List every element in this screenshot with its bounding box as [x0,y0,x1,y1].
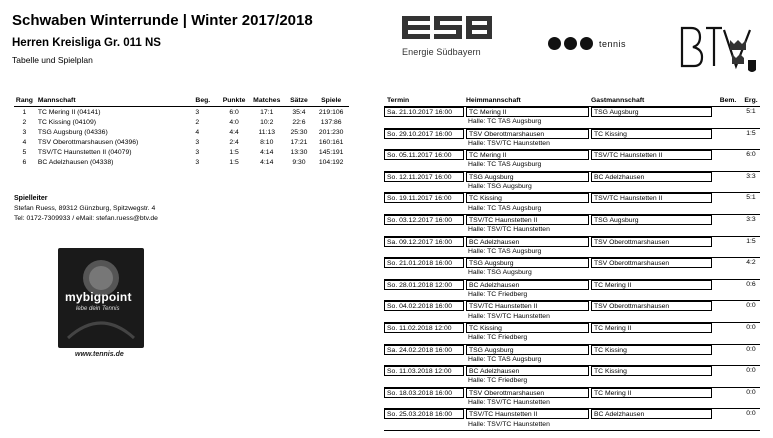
match-result: 0:6 [746,280,756,288]
btv-logo-icon [678,20,758,76]
match-date: So. 11.02.2018 12:00 [384,323,464,333]
matches-cell: 4:14 [260,159,274,166]
match-row [384,237,760,259]
match-hall: Halle: TC Friedberg [468,291,528,299]
match-result: 4:2 [746,259,756,267]
table-row [14,148,349,158]
spielleiter-address: Stefan Ruess, 89312 Günzburg, Spitzwegstr. 4 [14,205,156,212]
punkte-cell: 4:0 [229,119,239,126]
guest-team: TSV/TC Haunstetten II [591,150,712,160]
punkte-cell: 2:4 [229,139,239,146]
spiele-cell: 137:86 [320,119,342,126]
guest-team: TSV Oberottmarshausen [591,301,712,311]
team-cell: TSV/TC Haunstetten II (04079) [37,149,132,156]
esb-letters-icon [402,16,494,40]
match-date: So. 03.12.2017 16:00 [384,215,464,225]
match-hall: Halle: TC Friedberg [468,334,528,342]
matches-cell: 10:2 [260,119,274,126]
saetze-cell: 13:30 [290,149,308,156]
spiele-cell: 160:161 [318,139,344,146]
home-team: TSV/TC Haunstetten II [466,409,589,419]
team-cell: TSG Augsburg (04336) [37,129,108,136]
saetze-cell: 9:30 [292,159,306,166]
rang-cell: 3 [22,129,27,136]
match-row [384,215,760,237]
match-row [384,193,760,215]
match-result: 0:0 [746,388,756,396]
home-team: TC Mering II [466,107,589,117]
match-date: So. 04.02.2018 16:00 [384,301,464,311]
match-hall: Halle: TSV/TC Haunstetten [468,139,550,147]
home-team: TSV Oberottmarshausen [466,388,589,398]
match-row [384,150,760,172]
beg-cell: 3 [195,149,200,156]
team-cell: BC Adelzhausen (04338) [37,159,114,166]
match-result: 5:1 [746,194,756,202]
match-result: 5:1 [746,108,756,115]
match-remark [714,280,742,290]
beg-cell: 3 [195,139,200,146]
match-row [384,172,760,194]
btv-logo [678,20,758,76]
table-row [14,138,349,148]
match-row [384,280,760,302]
col-termin-header: Termin [387,97,410,104]
match-hall: Halle: TSV/TC Haunstetten [468,226,550,234]
match-remark [714,323,742,333]
match-date: So. 29.10.2017 16:00 [384,129,464,139]
match-row [384,345,760,367]
spiele-cell: 219:106 [318,109,344,116]
match-date: So. 21.01.2018 16:00 [384,258,464,268]
match-result: 0:0 [746,345,756,353]
match-result: 1:5 [746,237,756,245]
matches-cell: 4:14 [260,149,274,156]
rang-cell: 2 [22,119,27,126]
home-team: TSV/TC Haunstetten II [466,215,589,225]
col-rang-header: Rang [15,97,33,104]
match-remark [714,150,742,160]
col-matches-header: Matches [253,97,281,104]
tennis-ball-icon [564,37,577,50]
match-remark [714,409,742,419]
match-hall: Halle: TSG Augsburg [468,269,532,277]
guest-team: TSG Augsburg [591,107,712,117]
mybigpoint-logo-text: mybigpoint [65,290,132,304]
match-remark [714,301,742,311]
mybigpoint-tagline: lebe dein Tennis [76,306,120,312]
esb-logo-text: Energie Südbayern [402,47,481,57]
tennis-logo [548,37,626,50]
team-cell: TC Kissing (04109) [37,119,96,126]
match-remark [714,215,742,225]
match-hall: Halle: TSG Augsburg [468,183,532,191]
match-hall: Halle: TC Friedberg [468,377,528,385]
beg-cell: 3 [195,159,200,166]
match-hall: Halle: TC TAS Augsburg [468,247,542,255]
matches-cell: 17:1 [260,109,274,116]
match-result: 0:0 [746,410,756,418]
match-date: So. 18.03.2018 16:00 [384,388,464,398]
rang-cell: 4 [22,139,27,146]
spielleiter-heading: Spielleiter [14,195,48,202]
match-result: 3:3 [746,172,756,180]
match-row [384,301,760,323]
tennis-ball-icon [548,37,561,50]
spiele-cell: 201:230 [318,129,344,136]
home-team: TSG Augsburg [466,172,589,182]
punkte-cell: 1:5 [229,149,239,156]
match-date: Sa. 24.02.2018 16:00 [384,345,464,355]
col-gast-header: Gastmannschaft [591,97,645,104]
home-team: BC Adelzhausen [466,280,589,290]
match-hall: Halle: TSV/TC Haunstetten [468,399,550,407]
spiele-cell: 145:191 [318,149,344,156]
matches-cell: 8:10 [260,139,274,146]
col-punkte-header: Punkte [222,97,246,104]
match-remark [714,258,742,268]
home-team: TC Mering II [466,150,589,160]
league-title: Herren Kreisliga Gr. 011 NS [12,37,161,49]
guest-team: BC Adelzhausen [591,172,712,182]
punkte-cell: 4:4 [229,129,239,136]
guest-team: TC Kissing [591,366,712,376]
home-team: TSV Oberottmarshausen [466,129,589,139]
home-team: BC Adelzhausen [466,366,589,376]
guest-team: TSV/TC Haunstetten II [591,193,712,203]
match-date: So. 12.11.2017 16:00 [384,172,464,182]
col-bem-header: Bem. [719,97,737,104]
match-remark [714,366,742,376]
match-remark [714,129,742,139]
match-date: So. 19.11.2017 16:00 [384,193,464,203]
match-result: 0:0 [746,302,756,310]
match-row [384,409,760,431]
tennis-logo-text: tennis [599,38,627,49]
col-saetze-header: Sätze [290,97,308,104]
home-team: TSG Augsburg [466,258,589,268]
home-team: BC Adelzhausen [466,237,589,247]
table-row [14,128,349,138]
match-result: 0:0 [746,367,756,375]
guest-team: TC Mering II [591,280,712,290]
team-cell: TC Mering II (04141) [37,109,101,116]
match-date: So. 28.01.2018 12:00 [384,280,464,290]
match-row [384,366,760,388]
col-heim-header: Heimmannschaft [466,97,521,104]
guest-team: TSV Oberottmarshausen [591,237,712,247]
section-subtitle: Tabelle und Spielplan [12,55,93,65]
rang-cell: 5 [22,149,27,156]
match-date: So. 11.03.2018 12:00 [384,366,464,376]
standings-body [14,108,349,168]
punkte-cell: 1:5 [229,159,239,166]
match-remark [714,345,742,355]
esb-logo [402,16,494,56]
team-cell: TSV Oberottmarshausen (04396) [37,139,139,146]
match-hall: Halle: TC TAS Augsburg [468,118,542,126]
col-team-header: Mannschaft [37,97,76,104]
home-team: TSV/TC Haunstetten II [466,301,589,311]
match-remark [714,172,742,182]
saetze-cell: 22:6 [292,119,306,126]
match-date: Sa. 09.12.2017 16:00 [384,237,464,247]
table-row [14,158,349,168]
match-hall: Halle: TSV/TC Haunstetten [468,420,550,428]
match-row [384,388,760,410]
col-beg-header: Beg. [195,97,211,104]
standings-header [14,96,349,107]
tennis-ball-icon [580,37,593,50]
beg-cell: 2 [195,119,200,126]
spielleiter-contact: Tel: 0172-7309933 / eMail: stefan.ruess@btv.de [14,215,158,222]
match-remark [714,237,742,247]
saetze-cell: 35:4 [292,109,306,116]
match-result: 0:0 [746,323,756,331]
match-hall: Halle: TC TAS Augsburg [468,161,542,169]
match-row [384,258,760,280]
match-result: 6:0 [746,151,756,159]
match-row [384,323,760,345]
match-date: So. 25.03.2018 16:00 [384,409,464,419]
guest-team: BC Adelzhausen [591,409,712,419]
match-remark [714,388,742,398]
home-team: TSG Augsburg [466,345,589,355]
match-hall: Halle: TSV/TC Haunstetten [468,312,550,320]
beg-cell: 4 [195,129,200,136]
saetze-cell: 25:30 [290,129,308,136]
col-erg-header: Erg. [744,97,758,104]
match-row [384,107,760,129]
match-hall: Halle: TC TAS Augsburg [468,204,542,212]
match-date: Sa. 21.10.2017 16:00 [384,107,464,117]
spiele-cell: 104:192 [318,159,344,166]
col-spiele-header: Spiele [321,97,342,104]
match-remark [714,193,742,203]
schedule-table [384,96,760,431]
punkte-cell: 6:0 [229,109,239,116]
guest-team: TC Mering II [591,388,712,398]
beg-cell: 3 [195,109,200,116]
schedule-body [384,107,760,431]
match-result: 3:3 [746,215,756,223]
guest-team: TC Kissing [591,345,712,355]
home-team: TC Kissing [466,193,589,203]
rang-cell: 6 [22,159,27,166]
table-row [14,118,349,128]
match-row [384,129,760,151]
page-title: Schwaben Winterrunde | Winter 2017/2018 [12,12,313,29]
schedule-header [384,96,760,107]
home-team: TC Kissing [466,323,589,333]
guest-team: TSV Oberottmarshausen [591,258,712,268]
table-row [14,108,349,118]
standings-table [14,96,349,168]
match-hall: Halle: TC TAS Augsburg [468,355,542,363]
rang-cell: 1 [22,109,27,116]
guest-team: TC Kissing [591,129,712,139]
match-result: 1:5 [746,129,756,137]
guest-team: TSG Augsburg [591,215,712,225]
match-date: So. 05.11.2017 16:00 [384,150,464,160]
saetze-cell: 17:21 [290,139,308,146]
match-remark [714,107,742,117]
matches-cell: 11:13 [258,129,276,136]
tennis-url-text: www.tennis.de [75,351,124,358]
guest-team: TC Mering II [591,323,712,333]
